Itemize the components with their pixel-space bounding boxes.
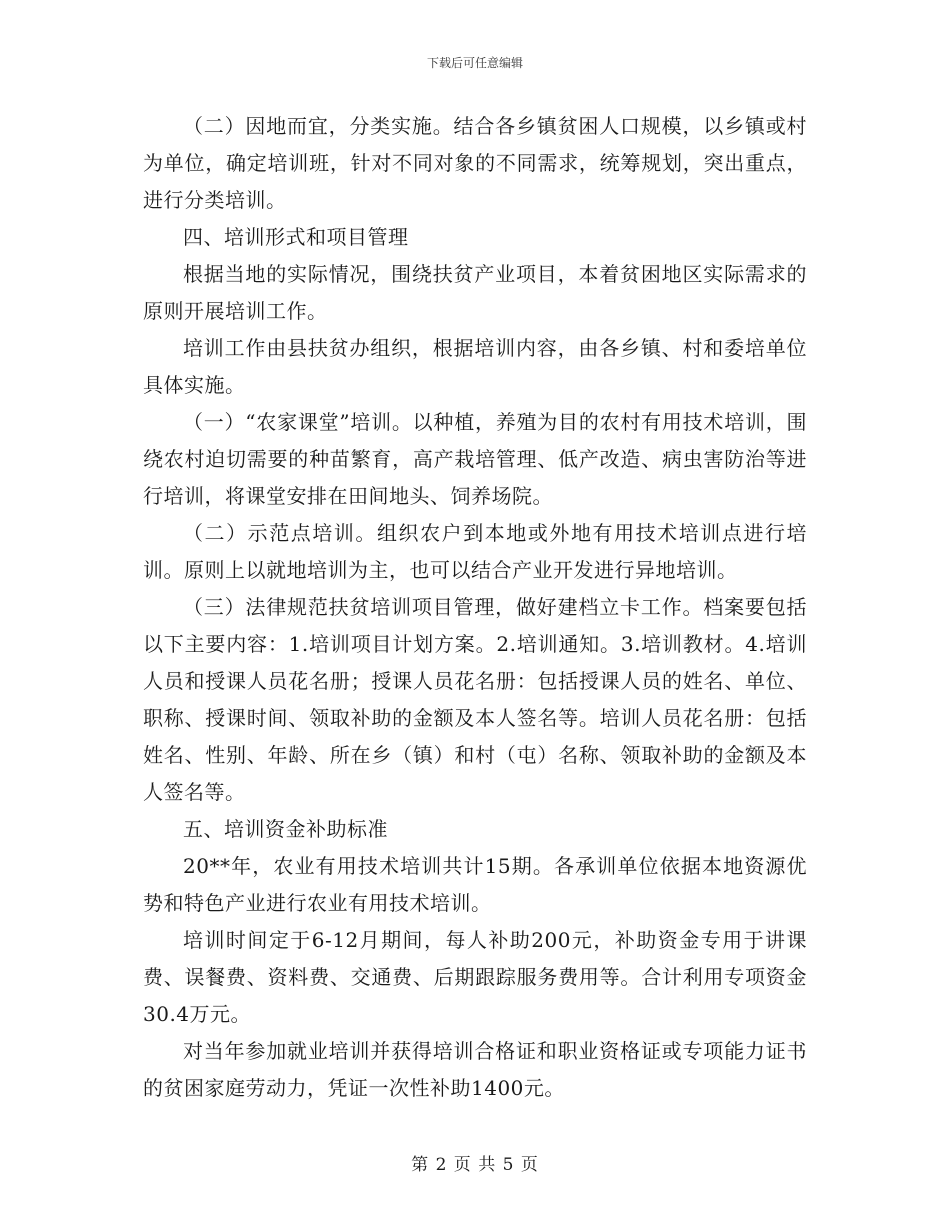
paragraph-local-conditions: 根据当地的实际情况，围绕扶贫产业项目，本着贫困地区实际需求的原则开展培训工作。 <box>143 262 807 323</box>
header-note: 下载后可任意编辑 <box>426 56 523 70</box>
paragraph-organization: 培训工作由县扶贫办组织，根据培训内容，由各乡镇、村和委培单位具体实施。 <box>143 336 807 397</box>
paragraph-employment-subsidy: 对当年参加就业培训并获得培训合格证和职业资格证或专项能力证书的贫困家庭劳动力，凭证一次性补助1400元。 <box>143 1039 807 1100</box>
paragraph-training-sessions: 20**年，农业有用技术培训共计15期。各承训单位依据本地资源优势和特色产业进行农业有用技术培训。 <box>143 854 807 915</box>
paragraph-training-schedule: 培训时间定于6-12月期间，每人补助200元，补助资金专用于讲课费、误餐费、资料费、交通费、后期跟踪服务费用等。合计利用专项资金30.4万元。 <box>143 928 807 1026</box>
paragraph-project-management: （三）法律规范扶贫培训项目管理，做好建档立卡工作。档案要包括以下主要内容：1.培训项目计划方案。2.培训通知。3.培训教材。4.培训人员和授课人员花名册；授课人员花名册：包括授课人员的姓名、单位、职称、授课时间、领取补助的金额及本人签名等。培训人员花名册：包括姓名、性别、年龄、所在乡（镇）和村（屯）名称、领取补助的金额及本人签名等。 <box>143 595 807 804</box>
section-heading-funding-standard: 五、培训资金补助标准 <box>183 817 388 841</box>
page-number: 第 2 页 共 5 页 <box>411 1155 539 1175</box>
section-heading-training-format: 四、培训形式和项目管理 <box>183 225 409 249</box>
document-body <box>143 108 807 1107</box>
paragraph-category-implementation: （二）因地而宜，分类实施。结合各乡镇贫困人口规模，以乡镇或村为单位，确定培训班，针对不同对象的不同需求，统筹规划，突出重点，进行分类培训。 <box>143 114 807 212</box>
paragraph-farm-classroom: （一）“农家课堂”培训。以种植，养殖为目的农村有用技术培训，围绕农村迫切需要的种苗繁育，高产栽培管理、低产改造、病虫害防治等进行培训，将课堂安排在田间地头、饲养场院。 <box>143 410 807 508</box>
paragraph-demo-site: （二）示范点培训。组织农户到本地或外地有用技术培训点进行培训。原则上以就地培训为主，也可以结合产业开发进行异地培训。 <box>143 521 807 582</box>
